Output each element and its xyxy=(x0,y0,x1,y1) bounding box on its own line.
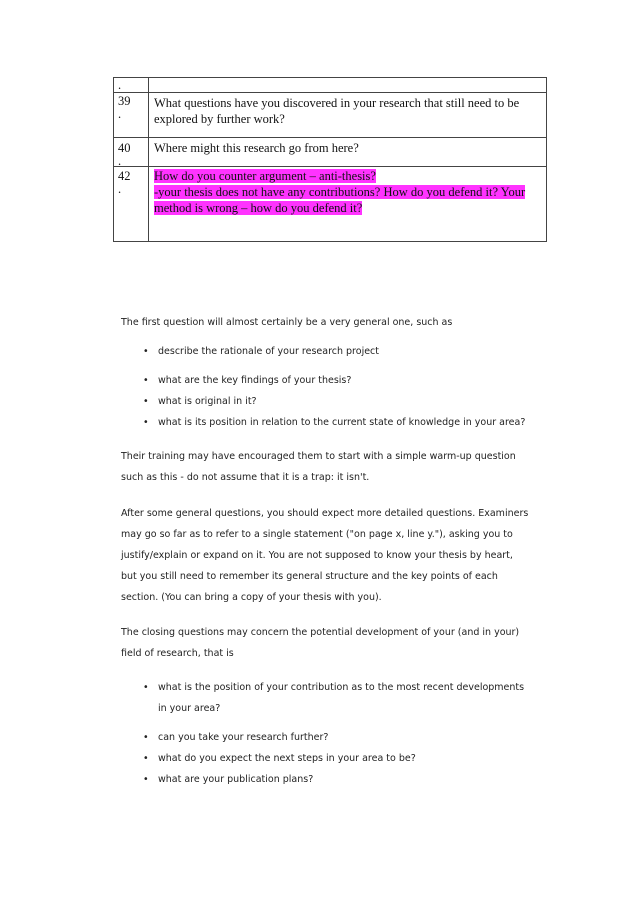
bullet-icon: • xyxy=(143,732,149,743)
row-number-dot: . xyxy=(118,107,122,121)
paragraph-line: Their training may have encouraged them to start with a simple warm-up question xyxy=(121,451,516,462)
highlighted-question-line: method is wrong – how do you defend it? xyxy=(154,201,363,215)
table-row xyxy=(114,138,547,167)
list-item-text: what do you expect the next steps in your area to be? xyxy=(158,753,416,764)
paragraph-line: After some general questions, you should expect more detailed questions. Examiners xyxy=(121,508,529,519)
row-text-cell xyxy=(149,138,547,167)
row-number-dot: . xyxy=(118,78,122,92)
table-row xyxy=(114,93,547,138)
bullet-icon: • xyxy=(143,753,149,764)
list-item xyxy=(121,391,551,412)
closing-questions-paragraph xyxy=(121,622,551,664)
list-item-text: describe the rationale of your research project xyxy=(158,346,379,357)
general-questions-list xyxy=(121,341,551,433)
bullet-icon: • xyxy=(143,417,149,428)
highlighted-question-line: -your thesis does not have any contributions? How do you defend it? Your xyxy=(154,185,526,199)
list-item xyxy=(121,748,551,769)
closing-questions-list xyxy=(121,677,551,790)
row-number-cell xyxy=(114,93,149,138)
row-number: 40 xyxy=(118,141,131,155)
row-number-cell xyxy=(114,167,149,242)
list-item xyxy=(121,341,551,362)
row-number: 42 xyxy=(118,169,131,183)
paragraph-line: justify/explain or expand on it. You are not supposed to know your thesis by heart, xyxy=(121,550,513,561)
question-line: Where might this research go from here? xyxy=(154,141,359,155)
paragraph-line: section. (You can bring a copy of your thesis with you). xyxy=(121,592,382,603)
list-item-text: what is the position of your contribution as to the most recent developments xyxy=(158,682,525,693)
bullet-icon: • xyxy=(143,396,149,407)
list-item xyxy=(121,727,551,748)
list-item-text: what is original in it? xyxy=(158,396,257,407)
paragraph-line: may go so far as to refer to a single statement ("on page x, line y."), asking you to xyxy=(121,529,513,540)
bullet-icon: • xyxy=(143,774,149,785)
row-number-dot: . xyxy=(118,182,122,196)
bullet-icon: • xyxy=(143,682,149,693)
questions-table xyxy=(113,77,547,242)
detailed-questions-paragraph xyxy=(121,503,551,608)
row-number-cell xyxy=(114,138,149,167)
question-line: explored by further work? xyxy=(154,112,285,126)
row-number: 39 xyxy=(118,94,131,108)
paragraph-line: field of research, that is xyxy=(121,648,234,659)
table-row xyxy=(114,167,547,242)
row-text-cell xyxy=(149,93,547,138)
intro-paragraph: The first question will almost certainly be a very general one, such as xyxy=(121,317,453,328)
bullet-icon: • xyxy=(143,346,149,357)
question-line: What questions have you discovered in your research that still need to be xyxy=(154,96,520,110)
list-item xyxy=(121,412,551,433)
row-text-cell xyxy=(149,167,547,242)
list-item xyxy=(121,677,551,719)
row-number-dot: . xyxy=(118,154,122,168)
table-row xyxy=(114,78,547,93)
list-item-text: can you take your research further? xyxy=(158,732,329,743)
list-item-text: what are your publication plans? xyxy=(158,774,314,785)
paragraph-line: The closing questions may concern the potential development of your (and in your) xyxy=(121,627,520,638)
paragraph-line: such as this - do not assume that it is a trap: it isn't. xyxy=(121,472,370,483)
row-number-cell xyxy=(114,78,149,93)
warmup-paragraph xyxy=(121,446,551,488)
list-item-text: what is its position in relation to the current state of knowledge in your area? xyxy=(158,417,526,428)
list-item xyxy=(121,370,551,391)
bullet-icon: • xyxy=(143,375,149,386)
list-item xyxy=(121,769,551,790)
highlighted-question-line: How do you counter argument – anti-thesis? xyxy=(154,169,376,183)
paragraph-line: but you still need to remember its general structure and the key points of each xyxy=(121,571,498,582)
row-text-cell xyxy=(149,78,547,93)
list-item-text: what are the key findings of your thesis? xyxy=(158,375,352,386)
list-item-text: in your area? xyxy=(158,703,221,714)
